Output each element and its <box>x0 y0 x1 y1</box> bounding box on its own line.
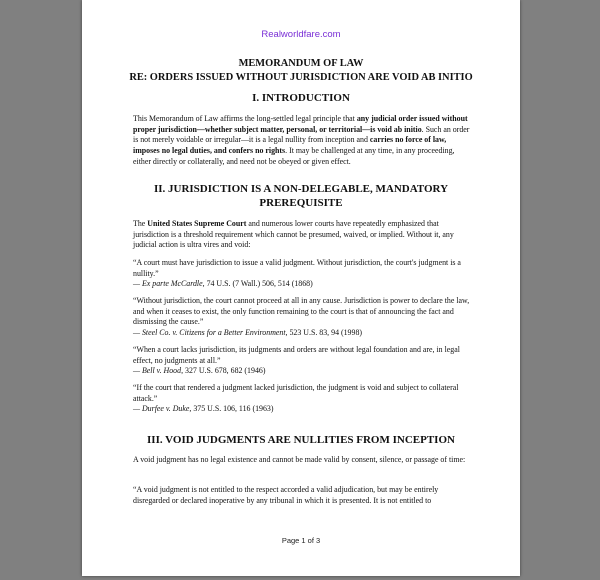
quote-citation <box>133 279 473 290</box>
quote-block <box>133 383 473 415</box>
citation-case: — Bell v. Hood <box>133 366 182 376</box>
section-2-heading-line-2: PREREQUISITE <box>259 197 343 209</box>
title-line-1: MEMORANDUM OF LAW <box>238 58 364 69</box>
s2-text-2: and numerous lower courts have repeatedly emphasized that jurisdiction is a threshold requirement which cannot be presumed, waived, or implied. Without it, any judicial action is ultra vires and void: <box>133 219 454 250</box>
quote-text: “Without jurisdiction, the court cannot proceed at all in any cause. Jurisdiction is power to declare the law, and when it ceases to exist, the only function remaining to the court is that of announcing the fact and dismissing the cause.” <box>133 296 470 327</box>
s2-bold-1: United States Supreme Court <box>147 219 247 228</box>
intro-bold-2: carries no force of law, imposes no legal duties, and confers no rights <box>133 135 447 156</box>
quote-text: “If the court that rendered a judgment lacked jurisdiction, the judgment is void and subject to collateral attack.” <box>133 383 459 403</box>
title-line-2: RE: ORDERS ISSUED WITHOUT JURISDICTION ARE VOID AB INITIO <box>129 71 473 83</box>
section-3-heading: III. VOID JUDGMENTS ARE NULLITIES FROM INCEPTION <box>147 434 455 446</box>
section-3-quote-paragraph: “A void judgment is not entitled to the respect accorded a valid adjudication, but may be entirely disregarded or declared inoperative by any tribunal in which it is presented. It is not entitled to <box>133 485 439 505</box>
citation-reporter: , 375 U.S. 106, 116 (1963) <box>189 404 274 414</box>
citation-case: — Steel Co. v. Citizens for a Better Environment <box>133 328 286 338</box>
section-2-heading <box>82 182 520 210</box>
quote-block <box>133 345 473 377</box>
section-3-paragraph: A void judgment has no legal existence and cannot be made valid by consent, silence, or passage of time: <box>133 455 466 464</box>
quote-text: “A court must have jurisdiction to issue a valid judgment. Without jurisdiction, the court's judgment is a nullity.” <box>133 258 461 278</box>
quote-text: “When a court lacks jurisdiction, its judgments and orders are without legal foundation and are, in legal effect, no judgments at all.” <box>133 345 460 365</box>
citation-reporter: , 523 U.S. 83, 94 (1998) <box>285 328 363 338</box>
intro-bold-1: any judicial order issued without proper jurisdiction—whether subject matter, personal, or territorial—is void ab initio <box>133 114 468 134</box>
document-title <box>82 57 520 84</box>
quote-block <box>133 258 473 290</box>
quote-citation <box>133 328 473 339</box>
citation-reporter: , 327 U.S. 678, 682 (1946) <box>181 366 266 376</box>
s2-text-1: The <box>133 219 148 228</box>
watermark-link[interactable]: Realworldfare.com <box>261 29 341 40</box>
quote-citation <box>133 366 473 377</box>
document-page <box>82 0 520 576</box>
intro-text-2: . Such an order is not merely voidable or irregular—it is a legal nullity from inception and <box>133 124 470 145</box>
introduction-paragraph <box>133 114 473 168</box>
section-2-heading-line-1: II. JURISDICTION IS A NON-DELEGABLE, MANDATORY <box>153 183 449 195</box>
page-number: Page 1 of 3 <box>281 536 321 545</box>
section-1-heading: I. INTRODUCTION <box>252 92 350 104</box>
citation-case: — Durfee v. Duke <box>133 404 190 414</box>
quote-citation <box>133 404 473 415</box>
citation-case: — Ex parte McCardle <box>133 279 203 289</box>
quote-block <box>133 296 473 339</box>
citation-reporter: , 74 U.S. (7 Wall.) 506, 514 (1868) <box>202 279 313 289</box>
section-2-intro-paragraph <box>133 219 473 251</box>
intro-text-3: . It may be challenged at any time, in any proceeding, either directly or collaterally, and need not be obeyed or given effect. <box>133 146 455 166</box>
intro-text-1: This Memorandum of Law affirms the long-settled legal principle that <box>133 114 357 123</box>
